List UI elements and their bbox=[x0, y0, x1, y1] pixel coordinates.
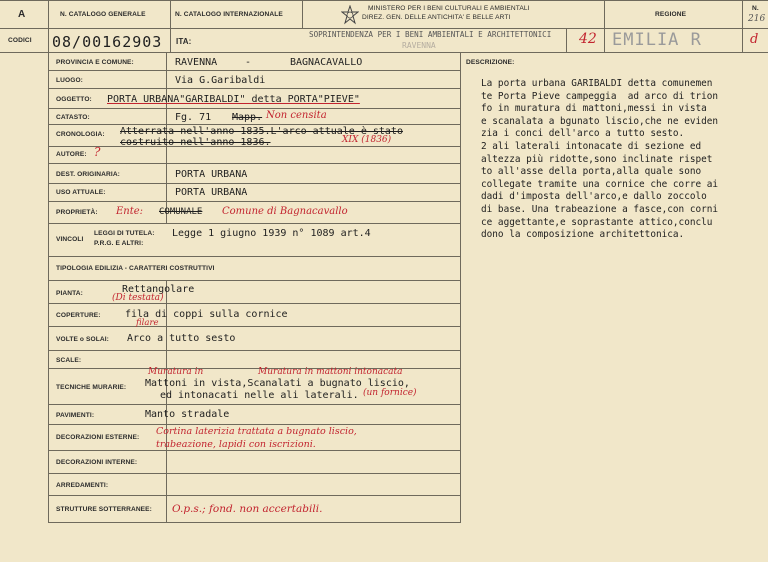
cronologia-label: CRONOLOGIA: bbox=[56, 131, 105, 138]
hand-number: 42 bbox=[579, 31, 597, 47]
descrizione-label: DESCRIZIONE: bbox=[466, 59, 515, 66]
decor-esterne-note-1: Cortina laterizia trattata a bugnato liscio, bbox=[156, 426, 357, 437]
decor-interne-label: DECORAZIONI INTERNE: bbox=[56, 459, 138, 466]
cronologia-line-2: costruito nell'anno 1836. bbox=[120, 137, 271, 148]
proprieta-struck: COMUNALE bbox=[159, 207, 203, 217]
hand-mark: d bbox=[750, 32, 759, 47]
volte-label: VOLTE o SOLAI: bbox=[56, 336, 109, 343]
tecniche-note-3: (un fornice) bbox=[363, 388, 417, 398]
tecniche-note-2: Muratura in mattoni intonacata bbox=[258, 367, 403, 377]
proprieta-ente: Ente: bbox=[116, 206, 144, 217]
provincia-label: PROVINCIA E COMUNE: bbox=[56, 59, 134, 66]
uso-label: USO ATTUALE: bbox=[56, 189, 106, 196]
luogo-label: LUOGO: bbox=[56, 77, 83, 84]
comune-separator: - bbox=[245, 57, 252, 68]
luogo-value: Via G.Garibaldi bbox=[175, 75, 266, 86]
descrizione-text: La porta urbana GARIBALDI detta comunemen te Porta Pieve campeggia ad arco di trion fo in muratura di mattoni,messi in vista e scanalata a bgunato liscio,che ne eviden zia i conci dell'arco a tutto sesto. 2 ali laterali intonacate di sezione ed altezza più ridotte,sono inclinate rispet to all'asse della porta,alla quale sono collegate tramite una cornice che corre ai dadi d'imposta dell'arco,e dallo zoccolo di base. Una trabeazione a fasce,con corni ce aggettante,e soprastante attico,conclu dono la composizione architettonica. bbox=[481, 78, 719, 241]
tecniche-note-1: Muratura in bbox=[148, 367, 204, 377]
leggi-tutela-label: LEGGI DI TUTELA: bbox=[94, 230, 155, 237]
oggetto-value: PORTA URBANA"GARIBALDI" detta PORTA"PIEVE" bbox=[107, 94, 360, 105]
decor-esterne-label: DECORAZIONI ESTERNE: bbox=[56, 434, 140, 441]
catasto-foglio: Fg. 71 bbox=[175, 112, 212, 123]
decor-esterne-note-2: trabeazione, lapidi con iscrizioni. bbox=[156, 439, 316, 450]
vincoli-label: VINCOLI bbox=[56, 236, 84, 243]
ita-label: ITA: bbox=[176, 37, 192, 46]
strutture-label: STRUTTURE SOTTERRANEE: bbox=[56, 506, 152, 513]
scale-label: SCALE: bbox=[56, 357, 82, 364]
coperture-note: filare bbox=[136, 318, 159, 328]
soprintendenza-stamp: RAVENNA bbox=[402, 41, 436, 50]
proprieta-label: PROPRIETÀ: bbox=[56, 209, 98, 216]
tecniche-label: TECNICHE MURARIE: bbox=[56, 384, 127, 391]
coperture-label: COPERTURE: bbox=[56, 312, 101, 319]
oggetto-label: OGGETTO: bbox=[56, 96, 92, 103]
tipologia-label: TIPOLOGIA EDILIZIA - CARATTERI COSTRUTTIVI bbox=[56, 265, 215, 272]
proprieta-owner: Comune di Bagnacavallo bbox=[222, 206, 348, 217]
tecniche-line-1: Mattoni in vista,Scanalati a bugnato liscio, bbox=[145, 378, 410, 389]
coperture-value: fila di coppi sulla cornice bbox=[125, 309, 288, 320]
provincia-value: RAVENNA bbox=[175, 57, 218, 68]
strutture-note: O.p.s.; fond. non accertabili. bbox=[172, 503, 323, 515]
dest-label: DEST. ORIGINARIA: bbox=[56, 171, 120, 178]
pianta-label: PIANTA: bbox=[56, 290, 83, 297]
ministry-line-1: MINISTERO PER I BENI CULTURALI E AMBIENTALI bbox=[368, 5, 530, 12]
soprintendenza-text: SOPRINTENDENZA PER I BENI AMBIENTALI E ARCHITETTONICI bbox=[309, 30, 552, 39]
tecniche-line-2: ed intonacati nelle ali laterali. bbox=[160, 390, 359, 401]
cronologia-note: XIX (1836) bbox=[342, 135, 392, 145]
pianta-note: (Di testata) bbox=[112, 293, 164, 303]
pavimenti-value: Manto stradale bbox=[145, 409, 230, 420]
leggi-value: Legge 1 giugno 1939 n° 1089 art.4 bbox=[172, 228, 371, 239]
republic-emblem-icon bbox=[341, 5, 359, 25]
catasto-label: CATASTO: bbox=[56, 114, 90, 121]
dest-value: PORTA URBANA bbox=[175, 169, 248, 180]
comune-value: BAGNACAVALLO bbox=[290, 57, 363, 68]
volte-value: Arco a tutto sesto bbox=[127, 333, 236, 344]
catasto-mapp-struck: Mapp. bbox=[232, 112, 263, 123]
catalogo-generale-label: N. CATALOGO GENERALE bbox=[60, 11, 146, 18]
pianta-value: Rettangolare bbox=[122, 284, 195, 295]
n-value: 216 bbox=[748, 14, 766, 24]
ministry-line-2: DIREZ. GEN. DELLE ANTICHITA' E BELLE ARTI bbox=[362, 14, 511, 21]
codice-value: 08/00162903 bbox=[52, 33, 163, 51]
arredamenti-label: ARREDAMENTI: bbox=[56, 482, 109, 489]
autore-label: AUTORE: bbox=[56, 151, 87, 158]
autore-value: ? bbox=[94, 145, 101, 159]
pavimenti-label: PAVIMENTI: bbox=[56, 412, 95, 419]
prg-label: P.R.G. E ALTRI: bbox=[94, 240, 144, 247]
uso-value: PORTA URBANA bbox=[175, 187, 248, 198]
regione-value: EMILIA R bbox=[612, 30, 702, 50]
n-label: N. bbox=[752, 5, 759, 12]
codici-label: CODICI bbox=[8, 37, 32, 44]
section-letter: A bbox=[18, 9, 26, 20]
catasto-note: Non censita bbox=[266, 110, 327, 121]
catalogo-internazionale-label: N. CATALOGO INTERNAZIONALE bbox=[175, 11, 283, 18]
cronologia-line-1: Atterrata nell'anno 1835.L'arco attuale è stato bbox=[120, 126, 403, 137]
regione-label: REGIONE bbox=[655, 11, 687, 18]
